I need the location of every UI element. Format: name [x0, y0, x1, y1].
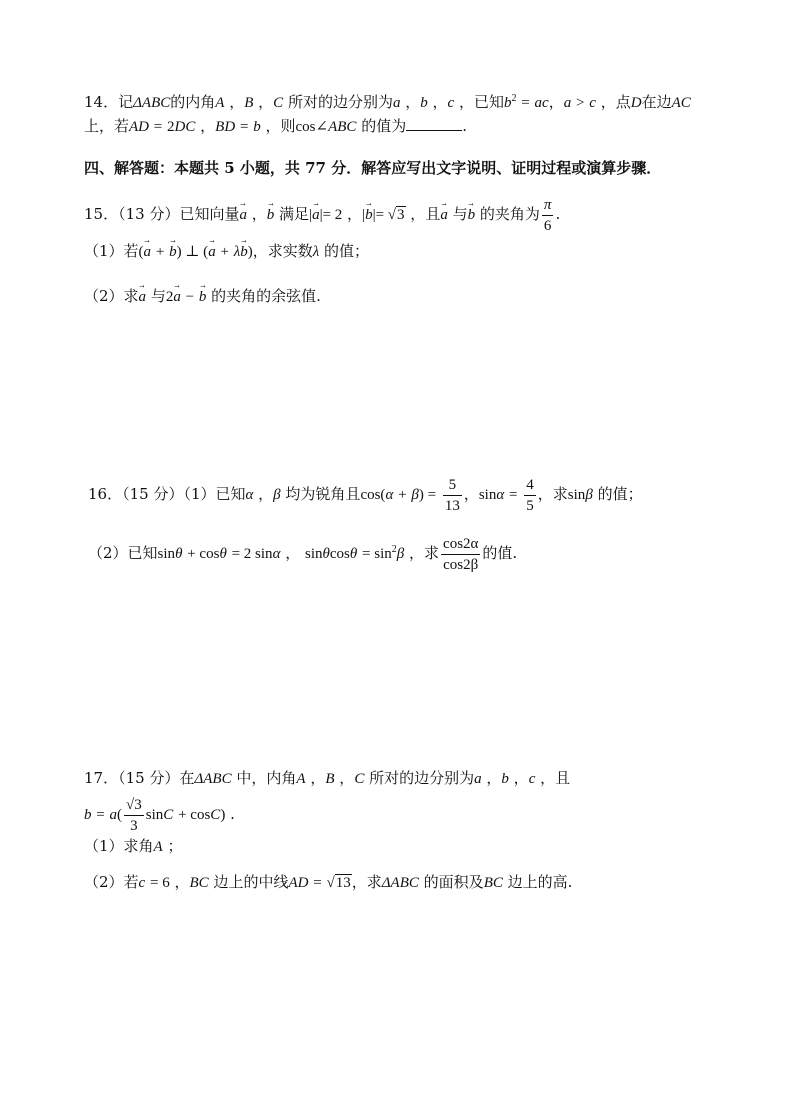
answer-blank — [406, 116, 462, 131]
q15-label: 15． — [84, 205, 119, 223]
q17-part2: （2）若c = 6 ，BC 边上的中线AD = √13，求ΔABC 的面积及BC 边上的高. — [84, 873, 573, 891]
q16-part2: （2）已知sinθ + cosθ = 2 sinα ， $\sin\theta\cos\theta = \sin^2\beta$ ，求 $\frac{\cos 2\alpha}{\cos 2\beta}$ 的值. — [88, 535, 518, 573]
q16-label: 16． — [88, 485, 123, 503]
q15-part1: （1）若(→ a + → b) ⊥ (→ a + λ→ b)，求实数λ 的值； — [84, 241, 369, 262]
q16-frac-1: $\frac{5}{13}$ — [444, 476, 460, 514]
q16-line1: 16．（15 分）（1）已知α ，β 均为锐角且cos(α + β) = $\frac{5}{13}$ ，sinα = $\frac{4}{5}$ ，求sinβ 的值； — [88, 476, 643, 514]
q15-part2: （2）求→ a 与2→ a − → b 的夹角的余弦值. — [84, 286, 321, 307]
q14-line1: 14．记ΔABC的内角A ，B ，C 所对的边分别为a ，b ，c ，已知$b^2$ = ac，a > c ，点D在边AC — [84, 93, 691, 111]
q14-label: 14． — [84, 93, 119, 111]
q17-label: 17． — [84, 769, 119, 787]
section-heading: 四、解答题：本题共 5 小题，共 77 分．解答应写出文字说明、证明过程或演算步骤． — [84, 159, 662, 177]
q17-frac: $\frac{√3}{3}$ — [126, 796, 142, 834]
q17-part1: （1）求角A ； — [84, 837, 183, 855]
q17-line1: 17．（15 分）在ΔABC 中，内角A ，B ，C 所对的边分别为a ，b ，c ，且 — [84, 769, 571, 787]
q15-line1: 15．（13 分）已知向量→ a ，→ b 满足|→ a|= 2 ，|→ b|= √3 ，且→ a 与→ b 的夹角为 $\frac{\pi}{6}$ . — [84, 194, 560, 234]
q16-frac-2: $\frac{4}{5}$ — [526, 476, 534, 514]
q17-line2: b = a( $\frac{√3}{3}$ sinC + cosC) . — [84, 796, 235, 834]
q15-angle-frac: $\frac{\pi}{6}$ — [543, 196, 552, 234]
q16-frac-3: $\frac{\cos 2\alpha}{\cos 2\beta}$ — [443, 535, 479, 573]
q14-line2: 上，若AD = 2DC ，BD = b ，则cos∠ABC 的值为 . — [84, 117, 467, 135]
